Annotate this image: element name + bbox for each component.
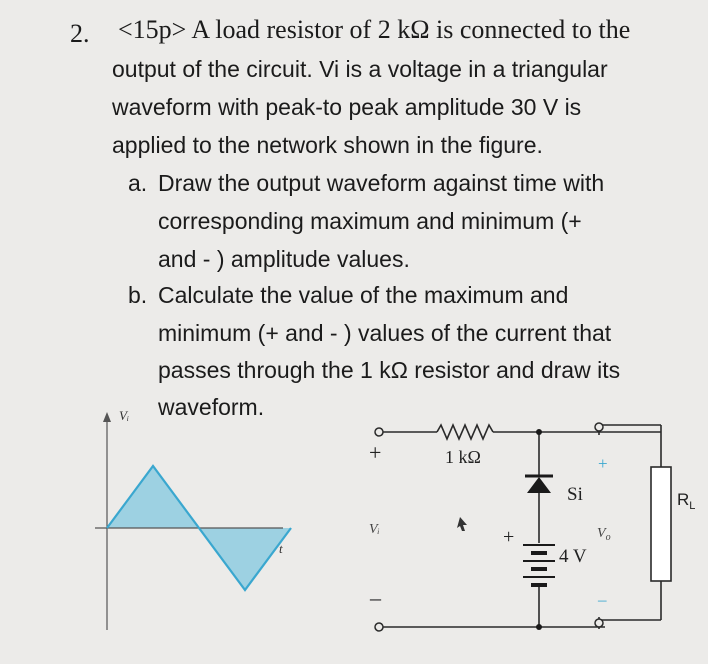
question-number: 2. [70,19,90,48]
part-b-marker: b. [128,282,148,308]
battery-plus-label: + [503,526,515,548]
bottom-node [536,624,542,630]
part-b-line-1: Calculate the value of the maximum and [158,282,569,308]
output-top-terminal [595,423,603,431]
input-bottom-terminal [375,623,383,631]
diode-triangle [527,477,551,493]
output-plus-label: + [598,454,608,473]
circuit-diagram [355,405,708,660]
part-a-line-2: corresponding maximum and minimum (+ [158,208,582,234]
positive-half-fill [107,466,199,528]
output-voltage-label: $V_o$ [597,526,611,543]
y-axis-arrow [103,412,111,422]
input-waveform-figure [95,400,305,650]
diode-type-label: Si [567,484,583,505]
question-intro-line-1: <15p> A load resistor of 2 kΩ is connected to the [118,15,631,44]
input-top-terminal [375,428,383,436]
part-a-marker: a. [128,170,148,196]
part-a-line-3: and - ) amplitude values. [158,246,410,272]
part-b-line-2: minimum (+ and - ) values of the current that [158,320,612,346]
resistor-1k [437,425,493,439]
part-b-line-3: passes through the 1 kΩ resistor and draw its [158,357,621,383]
waveform-x-label: t [279,541,283,556]
output-minus-label: – [598,590,607,609]
waveform-y-label: Vᵢ [119,408,129,423]
input-minus-label: – [370,585,381,610]
diode-top-node [536,429,542,435]
part-b-line-4: waveform. [158,394,265,420]
part-a-line-1: Draw the output waveform against time with [158,170,605,196]
mouse-cursor-icon [457,517,467,531]
battery-value-label: 4 V [559,546,587,567]
input-voltage-label: Vᵢ [369,522,380,537]
question-intro-line-2: output of the circuit. Vi is a voltage in a triangular [112,56,608,82]
load-resistor-label: $R_L$ [677,490,696,512]
output-bottom-terminal [595,619,603,627]
load-resistor [651,467,671,581]
negative-half-fill [199,528,291,590]
battery-4v [523,545,555,585]
input-plus-label: + [369,440,382,465]
question-intro-line-3: waveform with peak-to peak amplitude 30 V is [112,94,582,120]
resistor-value-label: 1 kΩ [445,447,481,467]
question-intro-line-4: applied to the network shown in the figure. [112,132,543,158]
